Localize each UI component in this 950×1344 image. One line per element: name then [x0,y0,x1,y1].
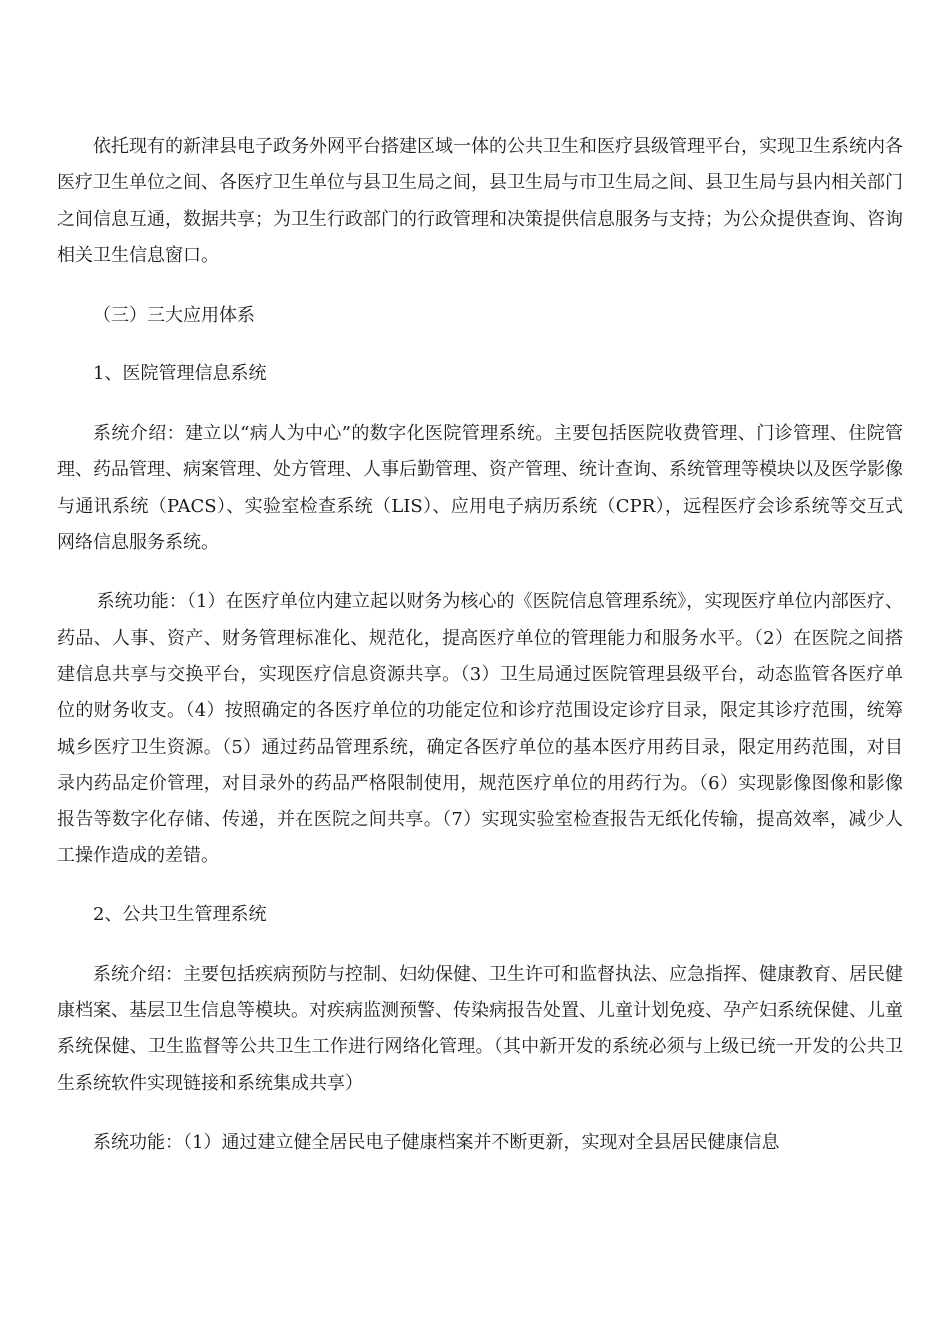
paragraph-public-functions: 系统功能：（1）通过建立健全居民电子健康档案并不断更新，实现对全县居民健康信息 [93,1131,780,1153]
paragraph-hospital-intro: 系统介绍：建立以“病人为中心”的数字化医院管理系统。主要包括医院收费管理、门诊管理、住院管理、药品管理、病案管理、处方管理、人事后勤管理、资产管理、统计查询、系统管理等模块以及医学影像与通讯系统（PACS）、实验室检查系统（LIS）、应用电子病历系统（CPR），远程医疗会诊系统等交互式网络信息服务系统。 [57,423,903,554]
section-heading-three-systems: （三）三大应用体系 [93,305,255,327]
document-page [57,129,903,1161]
subsection-heading-public-health: 2、公共卫生管理系统 [93,903,267,925]
paragraph-hospital-functions: 系统功能：（1）在医疗单位内建立起以财务为核心的《医院信息管理系统》，实现医疗单位内部医疗、药品、人事、资产、财务管理标准化、规范化，提高医疗单位的管理能力和服务水平。（2）在医院之间搭建信息共享与交换平台，实现医疗信息资源共享。（3）卫生局通过医院管理县级平台，动态监管各医疗单位的财务收支。（4）按照确定的各医疗单位的功能定位和诊疗范围设定诊疗目录，限定其诊疗范围，统筹城乡医疗卫生资源。（5）通过药品管理系统，确定各医疗单位的基本医疗用药目录，限定用药范围，对目录内药品定价管理，对目录外的药品严格限制使用，规范医疗单位的用药行为。（6）实现影像图像和影像报告等数字化存储、传递，并在医院之间共享。（7）实现实验室检查报告无纸化传输，提高效率，减少人工操作造成的差错。 [57,591,903,867]
subsection-heading-hospital: 1、医院管理信息系统 [93,363,267,385]
paragraph-platform: 依托现有的新津县电子政务外网平台搭建区域一体的公共卫生和医疗县级管理平台，实现卫生系统内各医疗卫生单位之间、各医疗卫生单位与县卫生局之间，县卫生局与市卫生局之间、县卫生局与县内相关部门之间信息互通，数据共享；为卫生行政部门的行政管理和决策提供信息服务与支持；为公众提供查询、咨询相关卫生信息窗口。 [57,136,903,266]
paragraph-public-intro: 系统介绍：主要包括疾病预防与控制、妇幼保健、卫生许可和监督执法、应急指挥、健康教育、居民健康档案、基层卫生信息等模块。对疾病监测预警、传染病报告处置、儿童计划免疫、孕产妇系统保健、儿童系统保健、卫生监督等公共卫生工作进行网络化管理。（其中新开发的系统必须与上级已统一开发的公共卫生系统软件实现链接和系统集成共享） [57,963,903,1094]
